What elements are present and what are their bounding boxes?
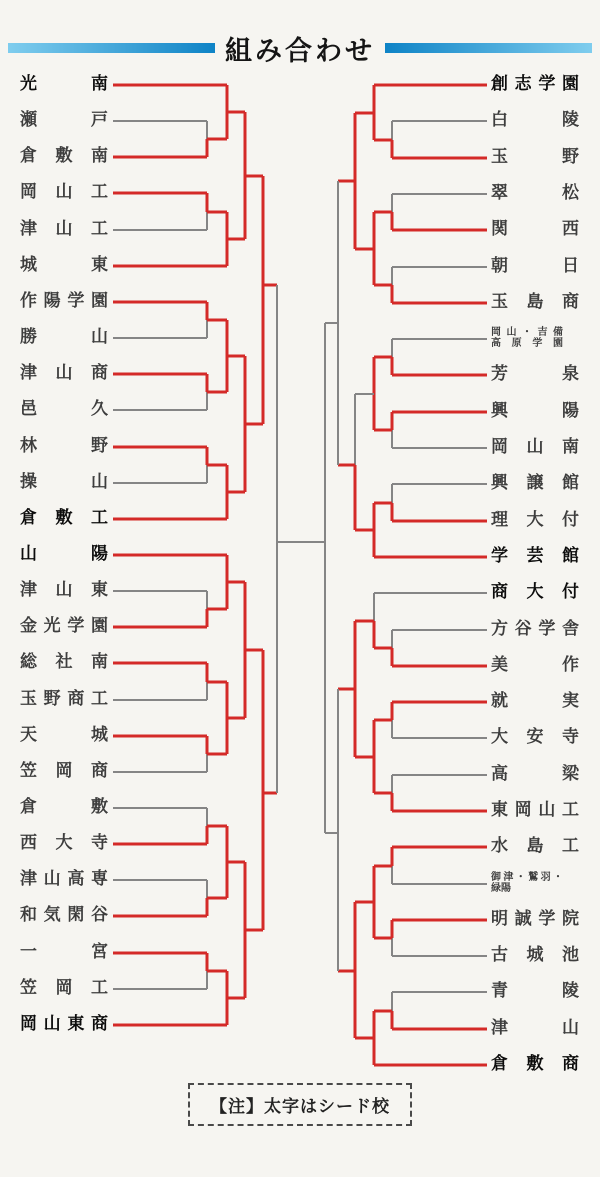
team-name-char: 芸 [526,546,544,565]
team-name-char: 宮 [91,942,108,961]
team-name-char: 誠 [514,909,532,928]
team-name-char: 大 [55,833,73,852]
team-name-char: 勝 [20,327,37,346]
team-name-char: 玉 [491,147,508,166]
team-right-22 [491,872,579,894]
team-name-char: 津 [20,580,37,599]
team-name-char: 工 [562,836,579,855]
note-text: 【注】太字はシード校 [210,1097,390,1116]
team-name-char: 寺 [91,833,108,852]
team-name-char: 池 [562,945,579,964]
team-name-char: 松 [562,183,579,202]
team-right-18 [491,727,579,747]
team-right-4 [491,219,579,239]
team-name-char: 園 [90,616,108,635]
team-left-7 [20,327,108,347]
team-name-char: 島 [526,836,544,855]
team-name-char: 商 [67,689,85,708]
team-right-23 [491,909,579,929]
team-name-char: 陽 [91,544,108,563]
team-name-char: 瀬 [20,110,37,129]
team-name-char: 陽 [562,401,579,420]
team-name-char: 野 [91,436,108,455]
team-right-16 [491,655,579,675]
team-name-char: 南 [91,652,108,671]
page-title: 組み合わせ [225,35,375,66]
team-name-char: 創 [491,74,508,93]
team-name-char: 園 [90,291,108,310]
team-name-char: 岡 [55,978,73,997]
team-name-line: 高 原 学 園 [491,338,563,349]
team-name-char: 商 [562,292,579,311]
team-name-char: 山 [55,219,73,238]
team-name-char: 城 [91,725,108,744]
team-name-char: 岡 [514,800,532,819]
team-name-char: 山 [538,800,556,819]
team-left-25 [20,978,108,998]
team-name-char: 館 [562,546,579,565]
team-left-17 [20,689,108,709]
team-name-char: 倉 [20,508,37,527]
team-name-char: 商 [91,761,108,780]
team-name-char: 津 [20,219,37,238]
team-name-char: 大 [526,510,544,529]
team-name-char: 学 [491,546,508,565]
team-right-13 [491,546,579,566]
team-name-char: 総 [20,652,37,671]
team-name-char: 金 [20,616,37,635]
team-name-char: 津 [20,363,37,382]
team-name-char: 譲 [526,473,544,492]
team-name-char: 笠 [20,761,37,780]
team-left-3 [20,182,108,202]
team-left-10 [20,436,108,456]
team-name-char: 山 [43,1014,61,1033]
team-name-char: 大 [526,582,544,601]
team-name-char: 岡 [20,1014,37,1033]
team-name-char: 城 [20,255,37,274]
team-name-char: 古 [491,945,508,964]
team-left-4 [20,219,108,239]
team-name-char: 興 [491,473,508,492]
team-name-char: 東 [67,1014,85,1033]
team-name-char: 山 [91,327,108,346]
team-name-char: 倉 [20,146,37,165]
team-name-char: 泉 [562,364,579,383]
team-left-23 [20,905,108,925]
team-name-char: 商 [90,1014,108,1033]
team-name-char: 南 [91,74,108,93]
team-name-char: 朝 [491,256,508,275]
team-right-15 [491,619,579,639]
team-left-8 [20,363,108,383]
team-name-char: 気 [43,905,61,924]
team-name-char: 操 [20,472,37,491]
team-name-char: 山 [91,472,108,491]
team-name-line: 御 津 ・ 鷲 羽 ・ [491,872,563,883]
team-name-char: 関 [491,219,508,238]
team-name-char: 岡 [491,437,508,456]
team-name-char: 日 [562,256,579,275]
team-name-char: 島 [526,292,544,311]
team-name-char: 工 [91,978,108,997]
team-right-12 [491,510,579,530]
team-left-18 [20,725,108,745]
team-name-line: 緑陽 [491,883,511,894]
team-left-20 [20,797,108,817]
team-name-char: 白 [491,110,508,129]
team-name-char: 工 [90,689,108,708]
team-name-char: 岡 [20,182,37,201]
team-name-char: 館 [562,473,579,492]
team-name-char: 舎 [561,619,579,638]
team-name-char: 就 [491,691,508,710]
team-left-12 [20,508,108,528]
team-name-char: 山 [562,1018,579,1037]
team-name-char: 一 [20,942,37,961]
team-name-char: 工 [91,182,108,201]
team-left-5 [20,255,108,275]
team-name-char: 津 [491,1018,508,1037]
team-name-char: 笠 [20,978,37,997]
team-name-char: 商 [562,1054,579,1073]
team-name-char: 林 [20,436,37,455]
team-name-char: 実 [562,691,579,710]
team-name-char: 光 [20,74,37,93]
team-name-char: 付 [562,510,579,529]
team-name-char: 城 [526,945,544,964]
team-name-char: 西 [20,833,37,852]
team-right-1 [491,110,579,130]
team-name-char: 大 [491,727,508,746]
team-name-char: 作 [562,655,579,674]
team-name-char: 陵 [562,981,579,1000]
team-right-14 [491,582,579,602]
team-name-char: 商 [91,363,108,382]
team-name-char: 興 [491,401,508,420]
team-name-char: 理 [491,510,508,529]
team-name-char: 戸 [91,110,108,129]
team-name-char: 東 [91,255,108,274]
team-left-13 [20,544,108,564]
team-name-char: 芳 [491,364,508,383]
team-name-char: 学 [538,74,556,93]
team-name-char: 翠 [491,183,508,202]
team-name-char: 商 [491,582,508,601]
team-name-char: 倉 [20,797,37,816]
team-name-char: 天 [20,725,37,744]
team-name-char: 南 [91,146,108,165]
team-left-21 [20,833,108,853]
team-name-char: 水 [491,836,508,855]
team-name-char: 山 [55,182,73,201]
team-name-char: 山 [526,437,544,456]
team-left-0 [20,74,108,94]
team-left-15 [20,616,108,636]
team-name-char: 高 [67,869,85,888]
team-name-char: 津 [20,869,37,888]
team-name-char: 学 [67,291,85,310]
team-name-char: 山 [55,580,73,599]
team-name-char: 工 [561,800,579,819]
team-name-char: 安 [526,727,544,746]
team-right-26 [491,1018,579,1038]
team-name-char: 陵 [562,110,579,129]
team-name-char: 美 [491,655,508,674]
team-name-char: 邑 [20,399,37,418]
team-right-9 [491,401,579,421]
team-name-char: 園 [561,74,579,93]
team-name-char: 光 [43,616,61,635]
team-right-10 [491,437,579,457]
team-name-char: 院 [561,909,579,928]
team-right-6 [491,292,579,312]
team-name-char: 東 [491,800,508,819]
team-right-19 [491,764,579,784]
team-name-char: 山 [55,363,73,382]
team-name-char: 青 [491,981,508,1000]
team-right-21 [491,836,579,856]
team-name-char: 敷 [55,508,73,527]
team-name-char: 明 [491,909,508,928]
team-left-6 [20,291,108,311]
team-right-20 [491,800,579,820]
team-left-19 [20,761,108,781]
team-name-char: 方 [491,619,508,638]
team-right-11 [491,473,579,493]
team-name-char: 東 [91,580,108,599]
team-name-char: 陽 [43,291,61,310]
team-right-27 [491,1054,579,1074]
team-name-char: 梁 [562,764,579,783]
team-name-char: 久 [91,399,108,418]
team-name-char: 付 [562,582,579,601]
team-name-char: 寺 [562,727,579,746]
team-name-char: 岡 [55,761,73,780]
team-name-char: 学 [538,619,556,638]
team-right-0 [491,74,579,94]
team-name-char: 敷 [55,146,73,165]
team-left-11 [20,472,108,492]
team-name-char: 西 [562,219,579,238]
team-left-16 [20,652,108,672]
team-name-char: 玉 [491,292,508,311]
team-left-1 [20,110,108,130]
team-name-char: 作 [20,291,37,310]
team-name-line: 岡 山 ・ 吉 備 [491,327,563,338]
team-left-26 [20,1014,108,1034]
team-right-24 [491,945,579,965]
team-left-9 [20,399,108,419]
team-right-7 [491,327,579,349]
team-name-char: 和 [20,905,37,924]
team-name-char: 学 [67,616,85,635]
team-name-char: 玉 [20,689,37,708]
team-name-char: 山 [43,869,61,888]
team-name-char: 工 [91,508,108,527]
team-name-char: 学 [538,909,556,928]
team-left-2 [20,146,108,166]
team-right-25 [491,981,579,1001]
team-left-24 [20,942,108,962]
team-name-char: 閑 [67,905,85,924]
team-name-char: 野 [562,147,579,166]
team-left-22 [20,869,108,889]
team-name-char: 倉 [491,1054,508,1073]
note-box [188,1083,412,1126]
team-name-char: 谷 [90,905,108,924]
team-name-char: 高 [491,764,508,783]
team-name-char: 社 [55,652,73,671]
team-name-char: 南 [562,437,579,456]
team-name-char: 谷 [514,619,532,638]
team-name-char: 野 [43,689,61,708]
team-right-5 [491,256,579,276]
team-name-char: 山 [20,544,37,563]
team-right-3 [491,183,579,203]
team-name-char: 志 [514,74,532,93]
team-name-char: 工 [91,219,108,238]
team-right-2 [491,147,579,167]
team-name-char: 敷 [526,1054,544,1073]
team-name-char: 敷 [91,797,108,816]
team-name-char: 専 [90,869,108,888]
team-right-8 [491,364,579,384]
team-left-14 [20,580,108,600]
team-right-17 [491,691,579,711]
